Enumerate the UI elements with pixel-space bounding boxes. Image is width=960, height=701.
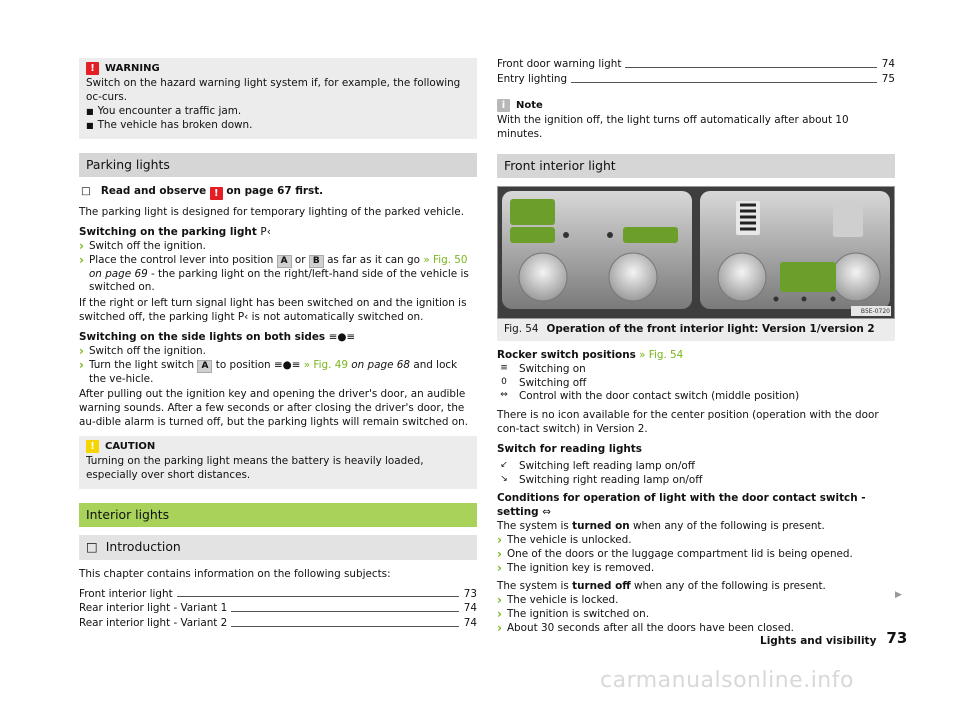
warning-label: WARNING xyxy=(105,63,160,74)
rocker-heading: Rocker switch positions » Fig. 54 xyxy=(497,348,684,361)
left-reading-icon: ↙ xyxy=(500,459,508,470)
warning-item: ■ You encounter a traffic jam. xyxy=(86,104,242,117)
side-lights-icon: ≡●≡ xyxy=(273,358,301,371)
key-b: B xyxy=(309,255,324,268)
off-icon: 0 xyxy=(501,376,507,387)
legend-item: ≡ Switching on xyxy=(497,363,895,377)
step: › Switch off the ignition. xyxy=(79,343,206,358)
cond-heading: Conditions for operation of light with the door contact switch - setting ⇔ xyxy=(497,492,866,519)
step: › The ignition is switched on. xyxy=(497,607,650,622)
step: › Place the control lever into position A or B as far as it can go » Fig. 50 on page 69 - the parking light on the right/left-hand side of the vehicle is switched on. xyxy=(79,252,469,294)
page-footer xyxy=(760,629,907,649)
parking-intro: The parking light is designed for temporary lighting of the parked vehicle. xyxy=(79,206,464,219)
intro-text: This chapter contains information on the following subjects: xyxy=(79,567,391,580)
fig-49-link[interactable]: » Fig. 49 xyxy=(303,358,348,371)
interior-light-illustration xyxy=(498,187,894,318)
after-para: After pulling out the ignition key and opening the driver's door, an audible warning sounds. After a few seconds or after closing the driver's door, the au-dible alarm is turned off, but the parking lights will remain switched on. xyxy=(79,388,468,429)
continue-arrow-icon: ▶ xyxy=(895,590,902,600)
read-observe-line: □ Read and observe ! on page 67 first. xyxy=(81,185,324,200)
note-heading: i Note xyxy=(497,99,895,112)
caution-box xyxy=(79,436,477,489)
fig-50-link[interactable]: » Fig. 50 xyxy=(423,253,468,266)
step: › The ignition key is removed. xyxy=(497,560,655,575)
door-contact-icon: ⇔ xyxy=(500,390,508,401)
step: › One of the doors or the luggage compartment lid is being opened. xyxy=(497,546,853,561)
warning-ref-icon: ! xyxy=(210,187,223,200)
front-interior-heading: Front interior light xyxy=(497,154,895,179)
parking-lights-heading: Parking lights xyxy=(79,153,477,178)
figure-caption: Fig. 54 Operation of the front interior light: Version 1/version 2 xyxy=(497,319,895,341)
caution-text: Turning on the parking light means the battery is heavily loaded, especially over short distances. xyxy=(86,455,424,481)
caution-heading: ! CAUTION xyxy=(86,440,470,453)
warning-text: Switch on the hazard warning light system if, for example, the following oc-curs. xyxy=(86,77,461,104)
off-line: The system is turned off when any of the following is present. xyxy=(497,580,826,593)
book-icon: □ xyxy=(86,539,98,555)
side-lights-heading: Switching on the side lights on both sides ≡●≡ xyxy=(79,330,356,343)
page-number: 73 xyxy=(886,629,908,647)
legend-item: ↘ Switching right reading lamp on/off xyxy=(497,474,895,488)
figure-54 xyxy=(497,186,895,319)
note-text: With the ignition off, the light turns off automatically after about 10 minutes. xyxy=(497,113,849,140)
warning-box xyxy=(79,58,477,139)
step: › Switch off the ignition. xyxy=(79,238,206,253)
caution-icon: ! xyxy=(86,440,99,453)
legend-item: ⇔ Control with the door contact switch (middle position) xyxy=(497,390,895,404)
toc-row[interactable]: Rear interior light - Variant 1 74 xyxy=(79,602,477,615)
warning-icon: ! xyxy=(86,62,99,75)
turn-signal-para: If the right or left turn signal light has been switched on and the ignition is switched off, the parking light P‹ is not automatically switched on. xyxy=(79,297,467,324)
on-icon: ≡ xyxy=(500,362,508,373)
right-reading-icon: ↘ xyxy=(500,473,508,484)
on-line: The system is turned on when any of the following is present. xyxy=(497,520,825,533)
note-icon: i xyxy=(497,99,510,112)
step: › Turn the light switch A to position ≡●≡ » Fig. 49 on page 68 and lock the ve-hicle. xyxy=(79,357,458,385)
step: › About 30 seconds after all the doors have been closed. xyxy=(497,620,794,635)
step: › The vehicle is unlocked. xyxy=(497,532,632,547)
toc-row[interactable]: Entry lighting 75 xyxy=(497,72,895,85)
legend-item: 0 Switching off xyxy=(497,377,895,391)
switch-on-heading: Switching on the parking light P‹ xyxy=(79,225,271,238)
toc-row[interactable]: Rear interior light - Variant 2 74 xyxy=(79,617,477,630)
footer-section: Lights and visibility xyxy=(760,634,877,647)
interior-lights-heading: Interior lights xyxy=(79,503,477,528)
parking-light-icon: P‹ xyxy=(260,225,271,238)
book-icon: □ xyxy=(81,185,91,198)
figure-code: B5E-0720 xyxy=(860,308,890,316)
side-lights-icon: ≡●≡ xyxy=(328,330,356,343)
legend-item: ↙ Switching left reading lamp on/off xyxy=(497,460,895,474)
left-column xyxy=(79,58,477,632)
fig-54-link[interactable]: » Fig. 54 xyxy=(639,348,684,361)
watermark: carmanualsonline.info xyxy=(600,668,854,693)
key-a: A xyxy=(277,255,292,268)
toc-row[interactable]: Front interior light 73 xyxy=(79,587,477,600)
introduction-heading: □ Introduction xyxy=(79,535,477,560)
warning-heading xyxy=(86,62,470,75)
right-column xyxy=(497,58,895,636)
reading-heading: Switch for reading lights xyxy=(497,442,642,455)
key-a: A xyxy=(197,360,212,373)
toc-row[interactable]: Front door warning light 74 xyxy=(497,58,895,70)
warning-item: ■ The vehicle has broken down. xyxy=(86,118,253,131)
step: › The vehicle is locked. xyxy=(497,593,619,608)
no-icon-para: There is no icon available for the center position (operation with the door con-tact switch) in Version 2. xyxy=(497,409,879,436)
parking-light-icon: P‹ xyxy=(237,311,249,324)
door-contact-icon: ⇔ xyxy=(542,506,551,519)
